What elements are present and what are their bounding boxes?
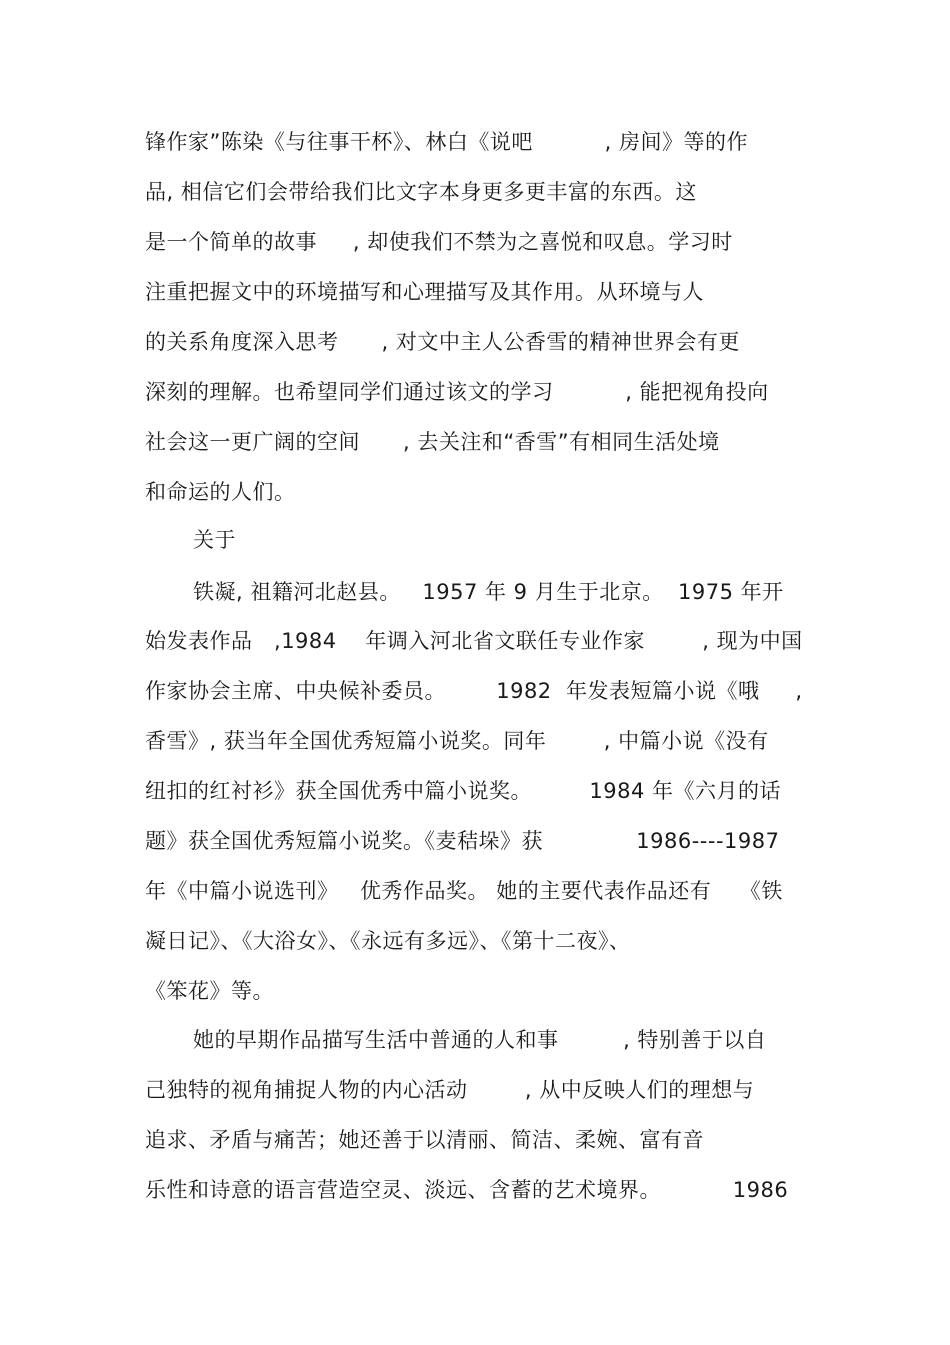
text-line: 始发表作品 ,1984 年调入河北省文联任专业作家 , 现为中国 <box>145 629 803 653</box>
text-line: 作家协会主席、中央候补委员。 1982 年发表短篇小说《哦 , <box>145 679 803 703</box>
text-line: 纽扣的红衬衫》获全国优秀中篇小说奖。 1984 年《六月的话 <box>145 779 782 803</box>
text-line: 她的早期作品描写生活中普通的人和事 , 特别善于以自 <box>193 1028 767 1052</box>
text-line: 乐性和诗意的语言营造空灵、淡远、含蓄的艺术境界。 1986 <box>145 1178 789 1202</box>
text-line: 己独特的视角捕捉人物的内心活动 , 从中反映人们的理想与 <box>145 1078 755 1102</box>
text-line: 凝日记》、《大浴女》、《永远有多远》、《第十二夜》、 <box>145 929 631 953</box>
text-line: 《笨花》等。 <box>145 979 274 1003</box>
text-line: 社会这一更广阔的空间 , 去关注和“香雪”有相同生活处境 <box>145 430 720 454</box>
text-line: 铁凝, 祖籍河北赵县。 1957 年 9 月生于北京。 1975 年开 <box>193 580 784 604</box>
text-line: 年《中篇小说选刊》 优秀作品奖。 她的主要代表作品还有 《铁 <box>145 879 783 903</box>
text-line: 香雪》, 获当年全国优秀短篇小说奖。同年 , 中篇小说《没有 <box>145 729 769 753</box>
text-line: 和命运的人们。 <box>145 480 296 504</box>
text-line: 注重把握文中的环境描写和心理描写及其作用。从环境与人 <box>145 280 704 304</box>
section-heading: 关于 <box>193 528 236 552</box>
text-line: 锋作家”陈染《与往事干杯》、林白《说吧 , 房间》等的作 <box>145 130 748 154</box>
text-line: 追求、矛盾与痛苦；她还善于以清丽、简洁、柔婉、富有音 <box>145 1128 704 1152</box>
text-line: 的关系角度深入思考 , 对文中主人公香雪的精神世界会有更 <box>145 330 740 354</box>
text-line: 题》获全国优秀短篇小说奖。《麦秸垛》获 1986----1987 <box>145 829 780 853</box>
text-line: 品, 相信它们会带给我们比文字本身更多更丰富的东西。这 <box>145 180 697 204</box>
text-line: 深刻的理解。也希望同学们通过该文的学习 , 能把视角投向 <box>145 380 769 404</box>
text-line: 是一个简单的故事 , 却使我们不禁为之喜悦和叹息。学习时 <box>145 230 733 254</box>
